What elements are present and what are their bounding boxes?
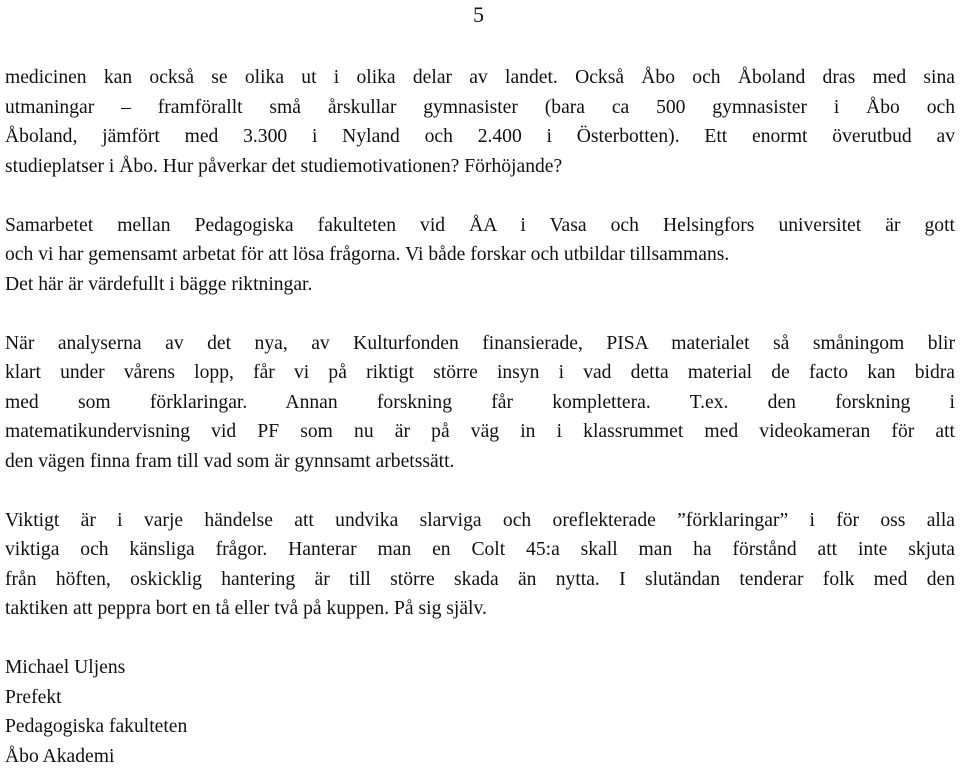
text-line: utmaningar – framförallt små årskullar gymnasister (bara ca 500 gymnasister i Åbo och <box>5 93 955 123</box>
text-line: medicinen kan också se olika ut i olika delar av landet. Också Åbo och Åboland dras med sina <box>5 63 955 93</box>
text-line: taktiken att peppra bort en tå eller två på kuppen. På sig själv. <box>5 594 955 624</box>
text-line: När analyserna av det nya, av Kulturfonden finansierade, PISA materialet så småningom blir <box>5 329 955 359</box>
signature-institution: Åbo Akademi <box>5 742 955 771</box>
paragraph-3 <box>5 329 955 477</box>
page-number: 5 <box>473 2 484 28</box>
text-line: Åboland, jämfört med 3.300 i Nyland och 2.400 i Österbotten). Ett enormt överutbud av <box>5 122 955 152</box>
signature-department: Pedagogiska fakulteten <box>5 712 955 742</box>
signature-block <box>5 653 955 771</box>
paragraph-1 <box>5 63 955 181</box>
signature-title: Prefekt <box>5 683 955 713</box>
text-line: Viktigt är i varje händelse att undvika slarviga och oreflekterade ”förklaringar” i för oss alla <box>5 506 955 536</box>
text-line: och vi har gemensamt arbetat för att lösa frågorna. Vi både forskar och utbildar tillsammans. <box>5 240 955 270</box>
signature-name: Michael Uljens <box>5 653 955 683</box>
text-line: matematikundervisning vid PF som nu är på väg in i klassrummet med videokameran för att <box>5 417 955 447</box>
text-line: från höften, oskicklig hantering är till större skada än nytta. I slutändan tenderar folk med den <box>5 565 955 595</box>
text-line: Det här är värdefullt i bägge riktningar. <box>5 270 955 300</box>
text-line: viktiga och känsliga frågor. Hanterar man en Colt 45:a skall man ha förstånd att inte skjuta <box>5 535 955 565</box>
text-line: den vägen finna fram till vad som är gynnsamt arbetssätt. <box>5 447 955 477</box>
text-line: klart under vårens lopp, får vi på riktigt större insyn i vad detta material de facto kan bidra <box>5 358 955 388</box>
document-body <box>5 63 955 771</box>
text-line: Samarbetet mellan Pedagogiska fakulteten vid ÅA i Vasa och Helsingfors universitet är gott <box>5 211 955 241</box>
text-line: studieplatser i Åbo. Hur påverkar det studiemotivationen? Förhöjande? <box>5 152 955 182</box>
paragraph-2 <box>5 211 955 300</box>
paragraph-4 <box>5 506 955 624</box>
text-line: med som förklaringar. Annan forskning får komplettera. T.ex. den forskning i <box>5 388 955 418</box>
